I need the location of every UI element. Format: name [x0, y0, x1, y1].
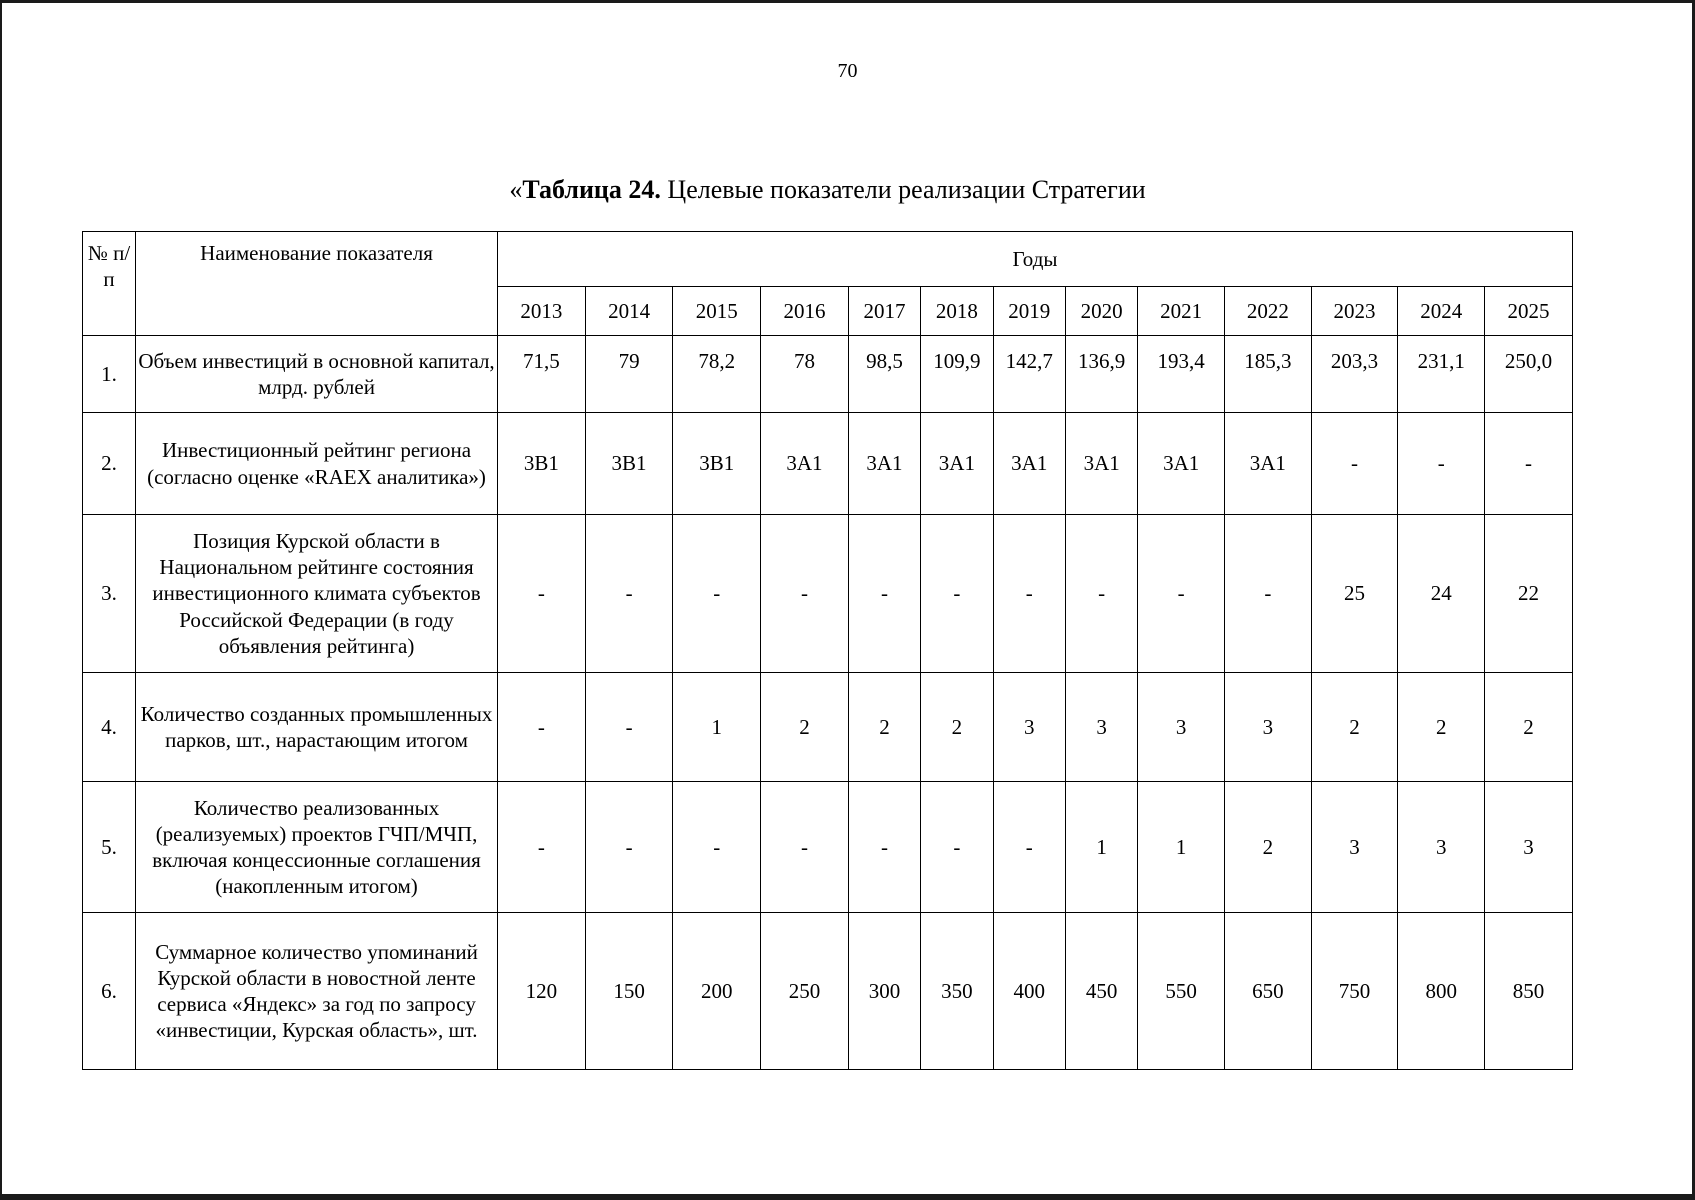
indicator-name: Позиция Курской области в Национальном рейтинге состояния инвестиционного климата субъектов Российской Федерации (в году объявления рейтинга): [136, 515, 498, 673]
year-header-2013: 2013: [498, 287, 586, 336]
value-cell-2017: -: [848, 515, 920, 673]
value-cell-2013: -: [498, 673, 586, 782]
value-cell-2016: -: [761, 515, 849, 673]
year-header-2014: 2014: [585, 287, 673, 336]
indicators-table: [82, 231, 1573, 1070]
year-header-2019: 2019: [993, 287, 1065, 336]
value-cell-2017: 3A1: [848, 413, 920, 515]
value-cell-2020: 450: [1065, 913, 1137, 1070]
indicator-name: Количество созданных промышленных парков, шт., нарастающим итогом: [136, 673, 498, 782]
row-number: 4.: [83, 673, 136, 782]
value-cell-2024: -: [1398, 413, 1485, 515]
value-cell-2022: -: [1225, 515, 1312, 673]
value-cell-2014: 3B1: [585, 413, 673, 515]
year-header-2017: 2017: [848, 287, 920, 336]
value-cell-2024: 800: [1398, 913, 1485, 1070]
scan-border-left: [0, 0, 2, 1200]
caption-title: Целевые показатели реализации Стратегии: [660, 175, 1146, 204]
table-row: [83, 782, 1573, 913]
value-cell-2023: 3: [1311, 782, 1398, 913]
value-cell-2025: 2: [1485, 673, 1573, 782]
value-cell-2015: 1: [673, 673, 761, 782]
indicator-name: Количество реализованных (реализуемых) проектов ГЧП/МЧП, включая концессионные соглашения (накопленным итогом): [136, 782, 498, 913]
row-number: 3.: [83, 515, 136, 673]
table-caption: [82, 175, 1573, 205]
value-cell-2024: 231,1: [1398, 336, 1485, 413]
value-cell-2013: 71,5: [498, 336, 586, 413]
value-cell-2023: -: [1311, 413, 1398, 515]
year-header-2024: 2024: [1398, 287, 1485, 336]
value-cell-2018: 3A1: [921, 413, 993, 515]
table-row: [83, 336, 1573, 413]
value-cell-2022: 3: [1225, 673, 1312, 782]
row-number: 5.: [83, 782, 136, 913]
value-cell-2014: 150: [585, 913, 673, 1070]
value-cell-2022: 2: [1225, 782, 1312, 913]
value-cell-2025: 850: [1485, 913, 1573, 1070]
value-cell-2013: -: [498, 515, 586, 673]
value-cell-2013: 3B1: [498, 413, 586, 515]
value-cell-2021: 1: [1138, 782, 1225, 913]
value-cell-2019: -: [993, 515, 1065, 673]
value-cell-2018: -: [921, 515, 993, 673]
value-cell-2023: 2: [1311, 673, 1398, 782]
value-cell-2025: 22: [1485, 515, 1573, 673]
table-body: [83, 336, 1573, 1070]
indicator-name: Суммарное количество упоминаний Курской области в новостной ленте сервиса «Яндекс» за год по запросу «инвестиции, Курская область», шт.: [136, 913, 498, 1070]
value-cell-2015: 78,2: [673, 336, 761, 413]
row-number: 1.: [83, 336, 136, 413]
value-cell-2020: -: [1065, 515, 1137, 673]
year-header-2022: 2022: [1225, 287, 1312, 336]
year-header-2021: 2021: [1138, 287, 1225, 336]
value-cell-2020: 3A1: [1065, 413, 1137, 515]
row-number: 6.: [83, 913, 136, 1070]
value-cell-2021: 3: [1138, 673, 1225, 782]
value-cell-2023: 750: [1311, 913, 1398, 1070]
header-years: Годы: [498, 232, 1573, 287]
value-cell-2019: 400: [993, 913, 1065, 1070]
value-cell-2022: 3A1: [1225, 413, 1312, 515]
year-header-2016: 2016: [761, 287, 849, 336]
table-row: [83, 515, 1573, 673]
value-cell-2014: -: [585, 673, 673, 782]
value-cell-2017: 300: [848, 913, 920, 1070]
value-cell-2019: 3A1: [993, 413, 1065, 515]
value-cell-2025: -: [1485, 413, 1573, 515]
value-cell-2019: 3: [993, 673, 1065, 782]
value-cell-2013: 120: [498, 913, 586, 1070]
value-cell-2018: 350: [921, 913, 993, 1070]
table-row: [83, 413, 1573, 515]
value-cell-2015: 200: [673, 913, 761, 1070]
value-cell-2020: 1: [1065, 782, 1137, 913]
value-cell-2021: 3A1: [1138, 413, 1225, 515]
year-header-2025: 2025: [1485, 287, 1573, 336]
value-cell-2025: 250,0: [1485, 336, 1573, 413]
value-cell-2021: 193,4: [1138, 336, 1225, 413]
header-indicator-name: Наименование показателя: [136, 232, 498, 336]
value-cell-2016: 3A1: [761, 413, 849, 515]
header-number: № п/п: [83, 232, 136, 336]
scan-border-top: [0, 0, 1695, 3]
value-cell-2015: -: [673, 515, 761, 673]
year-header-2023: 2023: [1311, 287, 1398, 336]
value-cell-2016: 250: [761, 913, 849, 1070]
scan-border-bottom: [0, 1194, 1695, 1200]
value-cell-2020: 136,9: [1065, 336, 1137, 413]
value-cell-2024: 2: [1398, 673, 1485, 782]
table-row: [83, 673, 1573, 782]
row-number: 2.: [83, 413, 136, 515]
year-header-2015: 2015: [673, 287, 761, 336]
value-cell-2019: -: [993, 782, 1065, 913]
value-cell-2015: 3B1: [673, 413, 761, 515]
value-cell-2018: 109,9: [921, 336, 993, 413]
value-cell-2021: -: [1138, 515, 1225, 673]
value-cell-2015: -: [673, 782, 761, 913]
table-row: [83, 913, 1573, 1070]
value-cell-2024: 24: [1398, 515, 1485, 673]
caption-table-number: Таблица 24.: [522, 175, 661, 204]
value-cell-2023: 203,3: [1311, 336, 1398, 413]
value-cell-2022: 185,3: [1225, 336, 1312, 413]
value-cell-2020: 3: [1065, 673, 1137, 782]
year-header-2018: 2018: [921, 287, 993, 336]
value-cell-2017: 98,5: [848, 336, 920, 413]
value-cell-2017: -: [848, 782, 920, 913]
indicator-name: Инвестиционный рейтинг региона (согласно оценке «RAEX аналитика»): [136, 413, 498, 515]
value-cell-2019: 142,7: [993, 336, 1065, 413]
value-cell-2018: -: [921, 782, 993, 913]
value-cell-2024: 3: [1398, 782, 1485, 913]
value-cell-2016: -: [761, 782, 849, 913]
page-number: 70: [837, 60, 858, 82]
value-cell-2025: 3: [1485, 782, 1573, 913]
value-cell-2018: 2: [921, 673, 993, 782]
value-cell-2017: 2: [848, 673, 920, 782]
value-cell-2014: -: [585, 515, 673, 673]
value-cell-2014: -: [585, 782, 673, 913]
value-cell-2021: 550: [1138, 913, 1225, 1070]
value-cell-2013: -: [498, 782, 586, 913]
caption-quote: «: [509, 175, 523, 204]
value-cell-2016: 2: [761, 673, 849, 782]
value-cell-2023: 25: [1311, 515, 1398, 673]
value-cell-2022: 650: [1225, 913, 1312, 1070]
value-cell-2014: 79: [585, 336, 673, 413]
value-cell-2016: 78: [761, 336, 849, 413]
year-header-2020: 2020: [1065, 287, 1137, 336]
indicator-name: Объем инвестиций в основной капитал, млрд. рублей: [136, 336, 498, 413]
